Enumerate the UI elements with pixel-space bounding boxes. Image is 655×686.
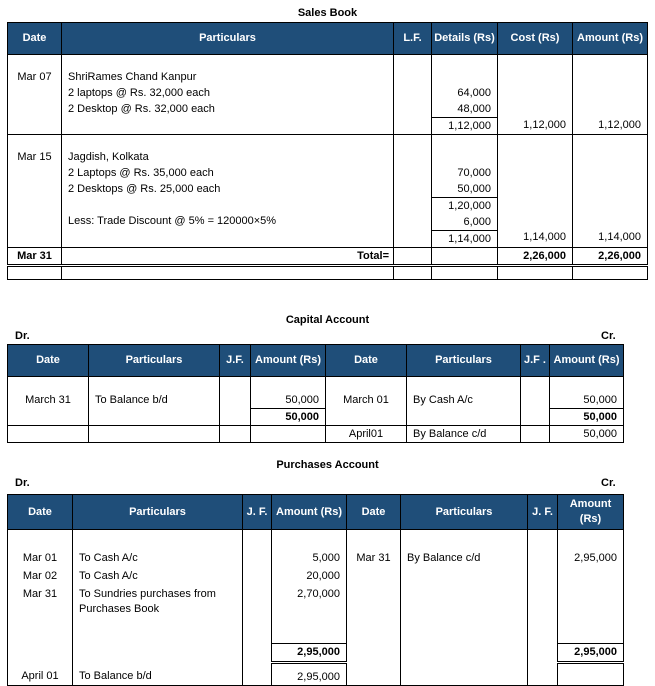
- col-jf: J.F.: [220, 345, 251, 377]
- total-label: Total=: [357, 250, 389, 262]
- line-item: 2 Desktops @ Rs. 25,000 each: [68, 183, 221, 195]
- closing-amount: 50,000: [583, 428, 617, 440]
- total-amount: 2,26,000: [598, 250, 641, 262]
- sales-book-title: Sales Book: [297, 7, 358, 19]
- col-date: Date: [8, 495, 73, 530]
- sales-book-table: [7, 22, 648, 280]
- detail-value: 50,000: [457, 183, 491, 195]
- cr-amount: 50,000: [583, 394, 617, 406]
- amount-value: 1,12,000: [598, 119, 641, 131]
- cost-value: 1,14,000: [523, 231, 566, 243]
- cr-total: 2,95,000: [574, 646, 617, 658]
- dr-particulars: To Cash A/c: [79, 552, 138, 564]
- customer-name: ShriRames Chand Kanpur: [68, 71, 197, 83]
- dr-particulars: To Sundries purchases from: [79, 588, 216, 600]
- amount-value: 1,14,000: [598, 231, 641, 243]
- detail-gross: 1,20,000: [432, 197, 497, 214]
- detail-discount: 6,000: [463, 216, 491, 228]
- dr-label: Dr.: [15, 477, 30, 489]
- dr-particulars: To Balance b/d: [95, 394, 168, 406]
- capital-account-title: Capital Account: [285, 314, 370, 326]
- col-amount: Amount (Rs): [550, 345, 624, 377]
- opening-particulars: To Balance b/d: [79, 669, 152, 682]
- col-particulars: Particulars: [401, 495, 528, 530]
- col-amount: Amount (Rs): [573, 23, 648, 55]
- total-date: Mar 31: [17, 250, 52, 262]
- dr-total: 2,95,000: [297, 646, 340, 658]
- col-particulars: Particulars: [407, 345, 521, 377]
- sales-entry-row: [8, 135, 648, 248]
- col-details: Details (Rs): [432, 23, 498, 55]
- discount-label: Less: Trade Discount @ 5% = 120000×5%: [68, 215, 277, 227]
- detail-net: 1,14,000: [432, 230, 497, 247]
- col-jf: J. F.: [243, 495, 272, 530]
- detail-value: 70,000: [457, 167, 491, 179]
- closing-particulars: By Balance c/d: [413, 428, 487, 440]
- purchases-account-title: Purchases Account: [276, 459, 379, 471]
- col-jf: J.F .: [521, 345, 550, 377]
- col-lf: L.F.: [394, 23, 432, 55]
- cr-total: 50,000: [550, 408, 623, 425]
- col-jf: J. F.: [528, 495, 558, 530]
- entry-date: Mar 15: [17, 151, 52, 163]
- dr-particulars-continued: Purchases Book: [79, 603, 160, 615]
- dr-date: Mar 01: [22, 552, 58, 564]
- ledger-row: [8, 530, 624, 644]
- customer-name: Jagdish, Kolkata: [68, 151, 149, 163]
- col-particulars: Particulars: [89, 345, 220, 377]
- detail-value: 64,000: [457, 87, 491, 99]
- dr-amount: 2,70,000: [297, 588, 340, 600]
- col-date: Date: [347, 495, 401, 530]
- total-cost: 2,26,000: [523, 250, 566, 262]
- line-item: 2 Desktop @ Rs. 32,000 each: [68, 103, 215, 115]
- cr-particulars: By Balance c/d: [407, 552, 481, 564]
- detail-subtotal: 1,12,000: [432, 117, 497, 134]
- capital-account-table: [7, 344, 624, 443]
- closing-date: April01: [348, 428, 384, 440]
- col-amount: Amount (Rs): [272, 495, 347, 530]
- opening-date: April 01: [21, 669, 59, 682]
- dr-amount: 20,000: [306, 570, 340, 582]
- col-particulars: Particulars: [62, 23, 394, 55]
- line-item: 2 laptops @ Rs. 32,000 each: [68, 87, 211, 99]
- cost-value: 1,12,000: [523, 119, 566, 131]
- col-particulars: Particulars: [73, 495, 243, 530]
- dr-date: March 31: [25, 394, 71, 406]
- entry-date: Mar 07: [17, 71, 52, 83]
- cr-label: Cr.: [601, 477, 616, 489]
- dr-amount: 50,000: [285, 394, 319, 406]
- cr-amount: 2,95,000: [574, 552, 617, 564]
- purchases-account-table: [7, 494, 624, 686]
- ledger-row: [8, 377, 624, 426]
- cr-label: Cr.: [601, 330, 616, 342]
- col-date: Date: [8, 23, 62, 55]
- dr-label: Dr.: [15, 330, 30, 342]
- cr-date: March 01: [343, 394, 389, 406]
- dr-amount: 5,000: [312, 552, 340, 564]
- cr-date: Mar 31: [356, 552, 391, 564]
- cr-particulars: By Cash A/c: [413, 394, 473, 406]
- opening-amount: 2,95,000: [297, 671, 340, 683]
- dr-date: Mar 02: [22, 570, 58, 582]
- col-cost: Cost (Rs): [498, 23, 573, 55]
- sales-total-row: [8, 248, 648, 266]
- line-item: 2 Laptops @ Rs. 35,000 each: [68, 167, 214, 179]
- dr-date: Mar 31: [22, 588, 58, 600]
- sales-entry-row: [8, 55, 648, 135]
- col-amount: Amount (Rs): [251, 345, 326, 377]
- ledger-row: [8, 663, 624, 686]
- col-amount: Amount (Rs): [558, 495, 624, 530]
- col-date: Date: [326, 345, 407, 377]
- detail-value: 48,000: [457, 103, 491, 115]
- dr-particulars: To Cash A/c: [79, 570, 138, 582]
- dr-total: 50,000: [251, 408, 325, 425]
- ledger-total-row: [8, 644, 624, 663]
- col-date: Date: [8, 345, 89, 377]
- ledger-row: [8, 426, 624, 443]
